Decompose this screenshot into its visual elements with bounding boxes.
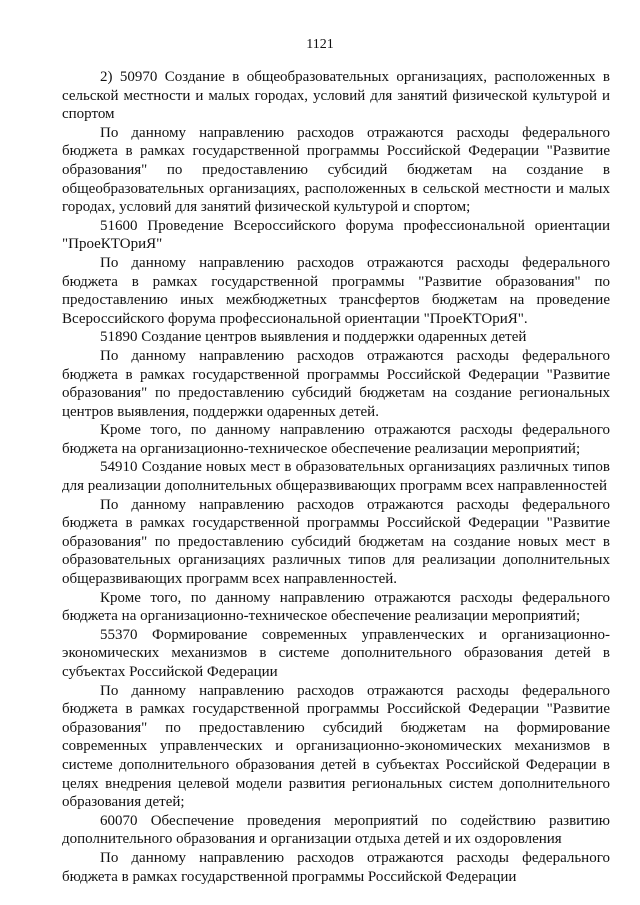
paragraph-item-55370: 55370 Формирование современных управленческих и организационно-экономических механизмов в системе дополнительного образования детей в субъектах Российской Федерации — [62, 626, 610, 680]
paragraph-item-54910: 54910 Создание новых мест в образовательных организациях различных типов для реализации дополнительных общеразвивающих программ всех направленностей — [62, 459, 610, 495]
paragraph-item-60070: 60070 Обеспечение проведения мероприятий по содействию развитию дополнительного образования и организации отдыха детей и их оздоровления — [62, 812, 610, 848]
page-number: 1121 — [306, 37, 334, 52]
paragraph-item-51600: 51600 Проведение Всероссийского форума профессиональной ориентации "ПроеКТОриЯ" — [62, 217, 610, 253]
paragraph-description: По данному направлению расходов отражаются расходы федерального бюджета в рамках государственной программы Российской Федерации "Развитие образования" по предоставлению субсидий бюджетам на создание новых мест в образовательных организациях различных типов для реализации дополнительных общеразвивающих программ всех направленностей. — [62, 496, 610, 588]
paragraph-item-50970: 2) 50970 Создание в общеобразовательных организациях, расположенных в сельской местности и малых городах, условий для занятий физической культурой и спортом — [62, 69, 610, 123]
paragraph-description: По данному направлению расходов отражаются расходы федерального бюджета в рамках государственной программы Российской Федерации "Развитие образования" по предоставлению субсидий бюджетам на создание региональных центров выявления, поддержки одаренных детей. — [62, 347, 610, 420]
paragraph-description: По данному направлению расходов отражаются расходы федерального бюджета в рамках государственной программы Российской Федерации "Развитие образования" по предоставлению субсидий бюджетам на формирование современных управленческих и организационно-экономических механизмов в системе дополнительного образования детей в субъектах Российской Федерации в целях внедрения целевой модели развития региональных систем дополнительного образования детей; — [62, 682, 610, 811]
paragraph-description: По данному направлению расходов отражаются расходы федерального бюджета в рамках государственной программы Российской Федерации — [62, 849, 610, 885]
paragraph-description: По данному направлению расходов отражаются расходы федерального бюджета в рамках государственной программы Российской Федерации "Развитие образования" по предоставлению субсидий бюджетам на создание в общеобразовательных организациях, расположенных в сельской местности и малых городах, условий для занятий физической культурой и спортом; — [62, 124, 610, 216]
paragraph-additional-note: Кроме того, по данному направлению отражаются расходы федерального бюджета на организационно-техническое обеспечение реализации мероприятий; — [62, 589, 610, 625]
document-body — [62, 68, 610, 886]
paragraph-item-51890: 51890 Создание центров выявления и поддержки одаренных детей — [100, 329, 527, 346]
paragraph-additional-note: Кроме того, по данному направлению отражаются расходы федерального бюджета на организационно-техническое обеспечение реализации мероприятий; — [62, 422, 610, 457]
paragraph-description: По данному направлению расходов отражаются расходы федерального бюджета в рамках государственной программы "Развитие образования" по предоставлению иных межбюджетных трансфертов бюджетам на проведение Всероссийского форума профессиональной ориентации "ПроеКТОриЯ". — [62, 254, 610, 327]
